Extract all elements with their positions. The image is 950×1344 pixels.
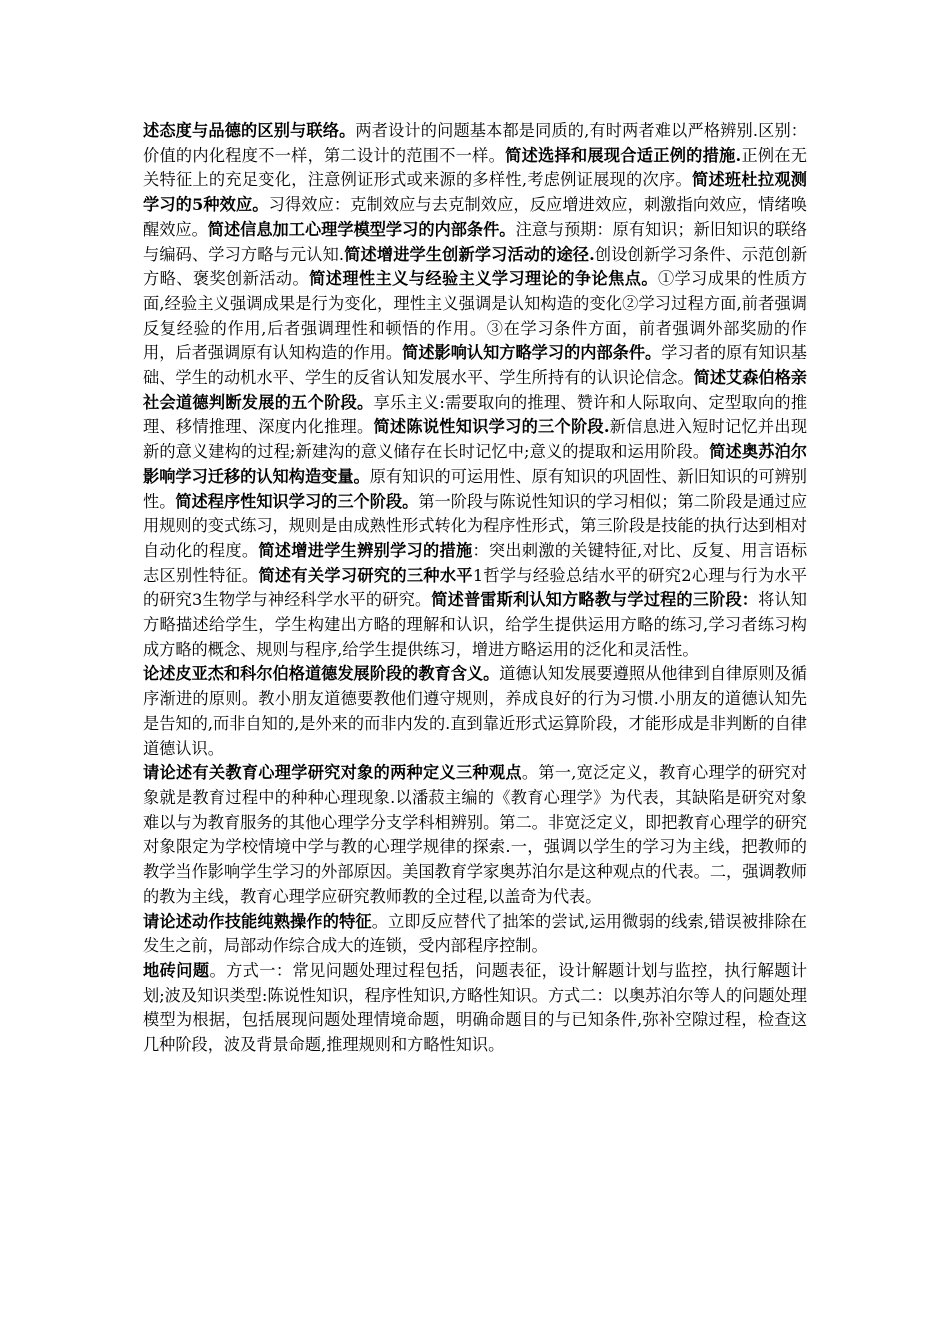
body-text: 道德认知发展要遵照从他律到自律原则及循序渐进的原则。教小朋友道德要教他们遵守规则，养成良好的行为习惯.小朋友的道德认知先是告知的,而非自知的,是外来的而非内发的.直到靠近形式运算阶段，才能形成是非判断的自律道德认识。	[143, 664, 807, 758]
bold-heading-text: 简述选择和展现合适正例的措施.	[505, 145, 742, 165]
bold-heading-text: 简述影响认知方略学习的内部条件。	[402, 343, 662, 363]
bold-heading-text: 简述理性主义与经验主义学习理论的争论焦点。	[309, 269, 658, 289]
body-text: 学习者的原有知识基础、学生的动机水平、学生的反省认知发展水平、学生所持有的认识论信念。	[143, 343, 807, 388]
paragraph	[143, 959, 807, 1058]
bold-heading-text: 论述皮亚杰和科尔伯格道德发展阶段的教育含义。	[143, 664, 500, 684]
body-text: 。方式一：常见问题处理过程包括，问题表征，设计解题计划与监控，执行解题计划;波及知识类型:陈说性知识，程序性知识,方略性知识。方式二：以奥苏泊尔等人的问题处理模型为根据，包括展现问题处理情境命题，明确命题目的与已知条件,弥补空隙过程，检查这几种阶段，波及背景命题,推理规则和方略性知识。	[143, 960, 808, 1055]
bold-heading-text: 简述奥苏泊尔影响学习迁移的认知构造变量。	[143, 442, 808, 486]
body-text: 创设创新学习条件、示范创新方略、褒奖创新活动。	[143, 244, 808, 289]
body-text: 习得效应：克制效应与去克制效应，反应增进效应，刺激指向效应，情绪唤醒效应。	[143, 195, 807, 239]
body-text: 。立即反应替代了拙笨的尝试,运用微弱的线索,错误被排除在发生之前，局部动作综合成大的连锁，受内部程序控制。	[143, 911, 807, 956]
bold-heading-text: 简述班杜拉观测学习的5种效应。	[143, 170, 807, 215]
body-text: 注意与预期：原有知识；新旧知识的联络与编码、学习方略与元认知.	[143, 219, 808, 264]
bold-heading-text: 简述信息加工心理学模型学习的内部条件。	[207, 219, 516, 239]
bold-heading-text: 简述增进学生创新学习活动的途径.	[344, 244, 595, 264]
body-text: 正例在无关特征上的充足变化，注意例证形式或来源的多样性,考虑例证展现的次序。	[143, 145, 808, 190]
bold-heading-text: 地砖问题	[143, 960, 210, 980]
paragraph	[143, 910, 807, 959]
body-text: ①学习成果的性质方面,经验主义强调成果是行为变化，理性主义强调是认知构造的变化②学习过程方面,前者强调反复经验的作用,后者强调理性和顿悟的作用。③在学习条件方面，前者强调外部奖励的作用，后者强调原有认知构造的作用。	[143, 269, 808, 363]
bold-heading-text: 简述艾森伯格亲社会道德判断发展的五个阶段。	[143, 368, 807, 412]
bold-heading-text: 简述有关学习研究的三种水平	[258, 565, 473, 585]
bold-heading-text: 简述普雷斯利认知方略教与学过程的三阶段：	[431, 590, 759, 610]
bold-heading-text: 简述陈说性知识学习的三个阶段.	[373, 417, 610, 437]
body-text: 第一阶段与陈说性知识的学习相似；第二阶段是通过应用规则的变式练习，规则是由成熟性形式转化为程序性形式，第三阶段是技能的执行达到相对自动化的程度。	[143, 491, 808, 560]
body-text: 新信息进入短时记忆并出现新的意义建构的过程;新建沟的意义储存在长时记忆中;意义的提取和运用阶段。	[143, 417, 808, 462]
bold-heading-text: 简述增进学生辨别学习的措施	[258, 540, 473, 560]
bold-heading-text: 简述程序性知识学习的三个阶段。	[175, 491, 419, 511]
document-page	[143, 119, 807, 1058]
paragraph	[143, 662, 807, 761]
body-text: 1哲学与经验总结水平的研究2心理与行为水平的研究3生物学与神经科学水平的研究。	[143, 565, 808, 610]
paragraph	[143, 119, 807, 662]
body-text: 将认知方略描述给学生，学生构建出方略的理解和认识，给学生提供运用方略的练习,学习者练习构成方略的概念、规则与程序,给学生提供练习，增进方略运用的泛化和灵活性。	[143, 590, 807, 659]
body-text: 享乐主义:需要取向的推理、赞许和人际取向、定型取向的推理、移情推理、深度内化推理。	[143, 392, 808, 437]
body-text: 原有知识的可运用性、原有知识的巩固性、新旧知识的可辨别性。	[143, 466, 807, 511]
bold-heading-text: 述态度与品德的区别与联络。	[143, 121, 356, 140]
bold-heading-text: 请论述动作技能纯熟操作的特征	[143, 911, 372, 931]
body-text: 。第一,宽泛定义，教育心理学的研究对象就是教育过程中的种种心理现象.以潘菽主编的《教育心理学》为代表，其缺陷是研究对象难以与为教育服务的其他心理学分支学科相辨别。第二。非宽泛定义，即把教育心理学的研究对象限定为学校情境中学与教的心理学规律的探索.一，强调以学生的学习为主线，把教师的教学当作影响学生学习的外部原因。美国教育学家奥苏泊尔是这种观点的代表。二，强调教师的教为主线，教育心理学应研究教师教的全过程,以盖奇为代表。	[143, 763, 807, 906]
body-text: ：突出刺激的关键特征,对比、反复、用言语标志区别性特征。	[143, 540, 808, 585]
paragraph	[143, 761, 807, 909]
body-text: 两者设计的问题基本都是同质的,有时两者难以严格辨别.区别：价值的内化程度不一样，第二设计的范围不一样。	[143, 121, 807, 165]
bold-heading-text: 请论述有关教育心理学研究对象的两种定义三种观点	[143, 763, 522, 783]
